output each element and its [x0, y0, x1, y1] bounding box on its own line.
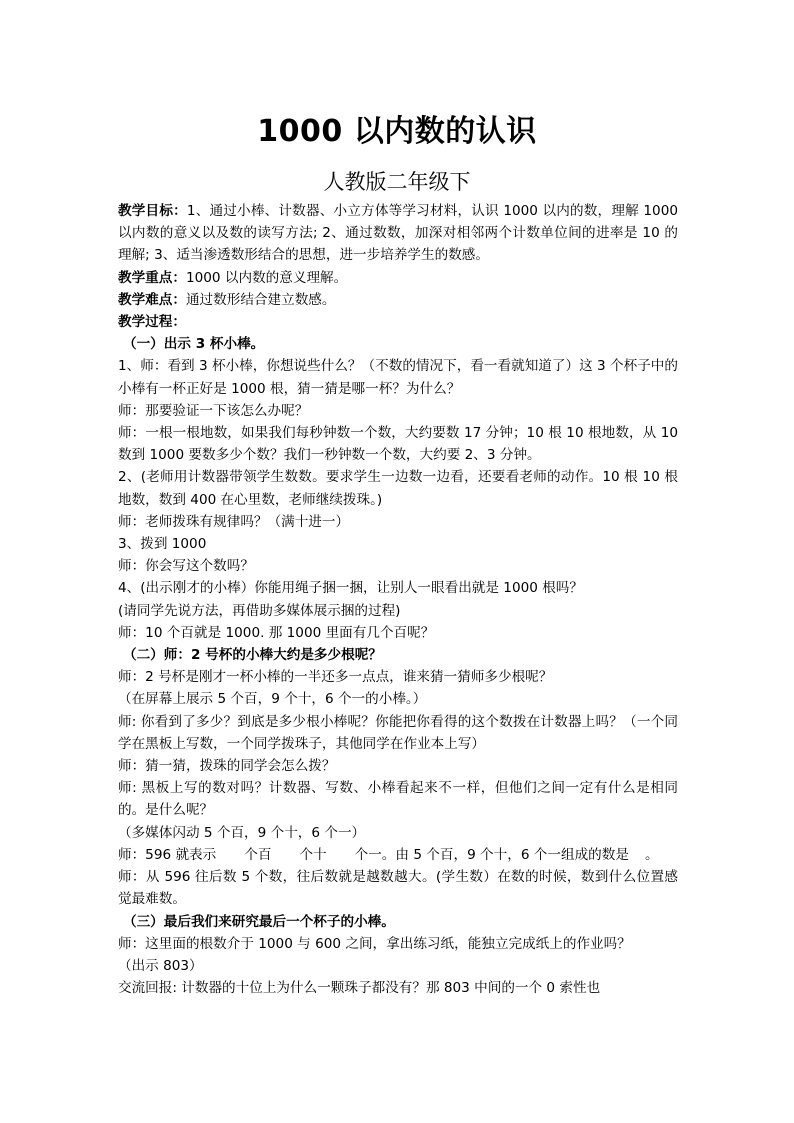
teaching-goal-label: 教学目标： — [118, 203, 187, 219]
document-title: 1000 以内数的认识 — [257, 114, 537, 149]
section-1-line: 3、拨到 1000 — [118, 536, 207, 553]
section-2-heading: （二）师：2 号杯的小棒大约是多少根呢？ — [123, 647, 382, 664]
section-1-line: 4、(出示刚才的小棒）你能用绳子捆一捆，让别人一眼看出就是 1000 根吗？ — [118, 580, 583, 597]
fill-part: 个十 — [299, 846, 327, 863]
section-3-line: 交流回报: 计数器的十位上为什么一颗珠子都没有？那 803 中间的一个 0 索性也 — [118, 980, 601, 997]
section-1-line: (请同学先说方法，再借助多媒体展示捆的过程) — [118, 602, 401, 619]
section-3-line: （出示 803） — [118, 957, 203, 974]
fill-part: 个百 — [244, 846, 272, 863]
section-2-line: 师: 黑板上写的数对吗？计数器、写数、小棒看起来不一样，但他们之间一定有什么是相同的。是什么呢？ — [118, 780, 678, 819]
teaching-key-point — [118, 267, 678, 289]
section-1-line: 师：你会写这个数吗？ — [118, 558, 254, 575]
fill-part: 个一。由 5 个百，9 个十，6 个一组成的数是 — [354, 846, 629, 863]
section-3-line: 师：这里面的根数介于 1000 与 600 之间，拿出练习纸，能独立完成纸上的作业吗？ — [118, 935, 631, 952]
difficulty-text: 通过数形结合建立数感。 — [185, 291, 336, 308]
fill-in-blank-line — [118, 844, 678, 866]
process-label: 教学过程： — [118, 314, 186, 331]
section-1-line: 2、(老师用计数器带领学生数数。要求学生一边数一边看，还要看老师的动作。10 根 10 根地数，数到 400 在心里数，老师继续拨珠。) — [118, 469, 678, 508]
section-1-line: 1、师：看到 3 杯小棒，你想说些什么？（不数的情况下，看一看就知道了）这 3 个杯子中的小棒有一杯正好是 1000 根，猜一猜是哪一杯？为什么？ — [118, 358, 678, 397]
teaching-goal-text: 1、通过小棒、计数器、小立方体等学习材料，认识 1000 以内的数，理解 1000 以内数的意义以及数的读写方法; 2、通过数数，加深对相邻两个计数单位间的进率是 10 的理解; 3、适当渗透数形结合的思想，进一步培养学生的数感。 — [118, 203, 678, 264]
key-point-label: 教学重点： — [118, 269, 186, 286]
section-1-heading: （一）出示 3 杯小棒。 — [123, 336, 265, 353]
document-subtitle: 人教版二年级下 — [323, 170, 471, 194]
section-2-line: 师：从 596 往后数 5 个数，往后数就是越数越大。(学生数）在数的时候，数到什么位置感觉最难数。 — [118, 869, 678, 908]
section-3-heading: （三）最后我们来研究最后一个杯子的小棒。 — [123, 913, 395, 930]
section-2-line: 师：猜一猜，拨珠的同学会怎么拨？ — [118, 758, 336, 775]
difficulty-label: 教学难点： — [118, 291, 186, 308]
section-2-line: （多媒体闪动 5 个百，9 个十，6 个一） — [118, 824, 366, 841]
fill-part: 师：596 就表示 — [118, 846, 217, 863]
teaching-difficulty — [118, 289, 678, 311]
section-2-line: 师: 你看到了多少？到底是多少根小棒呢？你能把你看得的这个数拨在计数器上吗？（一个同学在黑板上写数，一个同学拨珠子，其他同学在作业本上写） — [118, 713, 678, 752]
section-1-line: 师：老师拨珠有规律吗？（满十进一） — [118, 513, 350, 530]
section-2-line: （在屏幕上展示 5 个百，9 个十，6 个一的小棒。） — [118, 691, 427, 708]
section-1-line: 师：一根一根地数，如果我们每秒钟数一个数，大约要数 17 分钟；10 根 10 根地数，从 10 数到 1000 要数多少个数？我们一秒钟数一个数，大约要 2、3 分钟。 — [118, 425, 678, 464]
section-1-line: 师：那要验证一下该怎么办呢？ — [118, 402, 309, 419]
teaching-goal — [118, 200, 678, 267]
fill-part: 。 — [644, 846, 659, 863]
key-point-text: 1000 以内数的意义理解。 — [185, 269, 348, 286]
section-1-line: 师：10 个百就是 1000. 那 1000 里面有几个百呢？ — [118, 624, 435, 641]
document-body — [118, 200, 678, 999]
section-2-line: 师：2 号杯是刚才一杯小棒的一半还多一点点，谁来猜一猜师多少根呢？ — [118, 669, 553, 686]
